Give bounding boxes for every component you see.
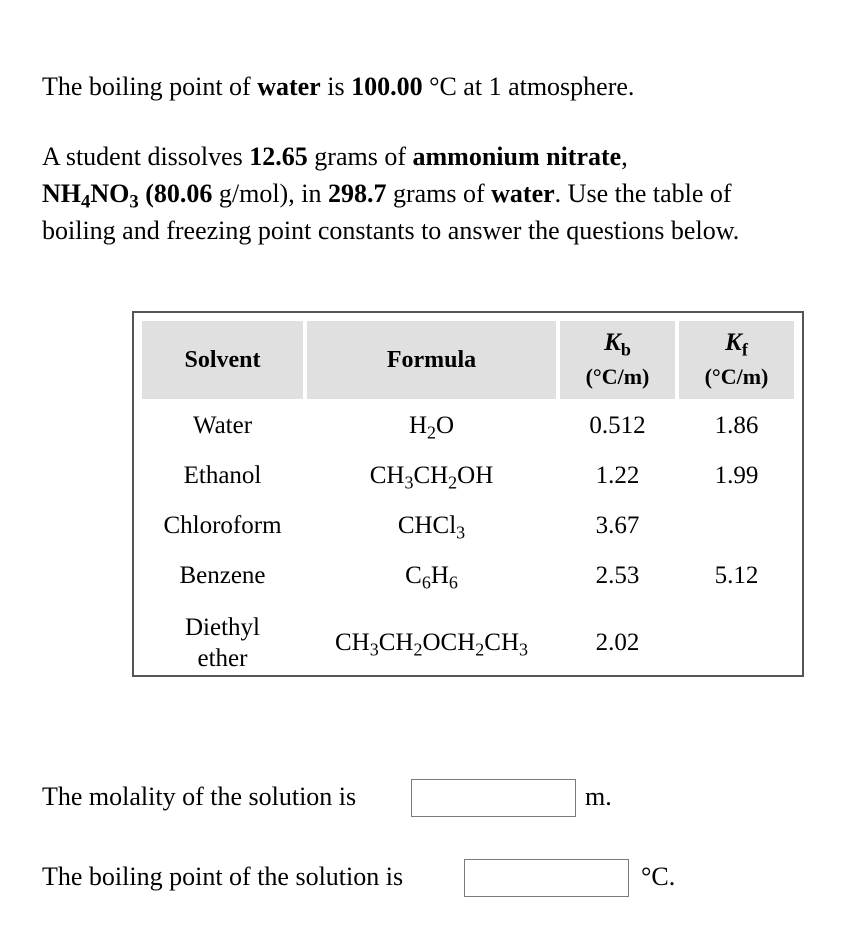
kf-cell: 1.86 xyxy=(714,412,759,439)
table-row xyxy=(142,553,794,599)
kb-cell: 0.512 xyxy=(589,412,646,439)
boiling-point-input[interactable] xyxy=(464,859,629,897)
table-row xyxy=(142,403,794,449)
kf-cell xyxy=(679,603,794,683)
boiling-point-unit: °C. xyxy=(641,862,676,891)
molality-input[interactable] xyxy=(411,779,576,817)
kb-cell: 3.67 xyxy=(595,512,640,539)
header-solvent: Solvent xyxy=(142,321,303,399)
header-kb: $K_b$ (°C/m) xyxy=(560,321,675,399)
solvent-cell: Chloroform xyxy=(163,512,282,539)
header-formula: Formula xyxy=(307,321,556,399)
solvent-cell: Ethanol xyxy=(183,462,262,489)
molality-question-label: The molality of the solution is xyxy=(42,782,357,811)
formula-cell: $CH_3CH_2OH$ xyxy=(369,462,494,493)
kb-cell: 2.02 xyxy=(595,629,640,656)
solute-formula: $NH_4NO_3$ xyxy=(42,179,139,213)
constants-table xyxy=(132,311,804,677)
kb-cell: 2.53 xyxy=(595,562,640,589)
kf-cell: 5.12 xyxy=(714,562,759,589)
header-kf: $K_f$ (°C/m) xyxy=(679,321,794,399)
solvent-cell: Diethyl ether xyxy=(185,614,260,672)
table-row xyxy=(142,503,794,549)
boiling-point-question-label: The boiling point of the solution is xyxy=(42,862,404,891)
molality-unit: m. xyxy=(585,782,612,811)
solvent-cell: Water xyxy=(192,412,253,439)
solvent-cell: Benzene xyxy=(179,562,266,589)
table-row xyxy=(142,603,794,683)
table-row xyxy=(142,453,794,499)
problem-statement: A student dissolves 12.65 grams of ammonium nitrate, $NH_4NO_3$ (80.06 g/mol), in 298.7 grams of water. Use the table of boiling and freezing point constants to answer the questions below. xyxy=(42,142,740,245)
kf-cell xyxy=(679,503,794,549)
kb-cell: 1.22 xyxy=(595,462,640,489)
kf-cell: 1.99 xyxy=(714,462,759,489)
formula-cell: $C_6H_6$ xyxy=(405,562,458,593)
formula-cell: $CH_3CH_2OCH_2CH_3$ xyxy=(335,629,528,660)
formula-cell: $H_2O$ xyxy=(408,412,455,443)
formula-cell: CHCl$_3$ xyxy=(397,512,466,543)
intro-sentence: The boiling point of water is 100.00 °C at 1 atmosphere. xyxy=(42,72,635,101)
